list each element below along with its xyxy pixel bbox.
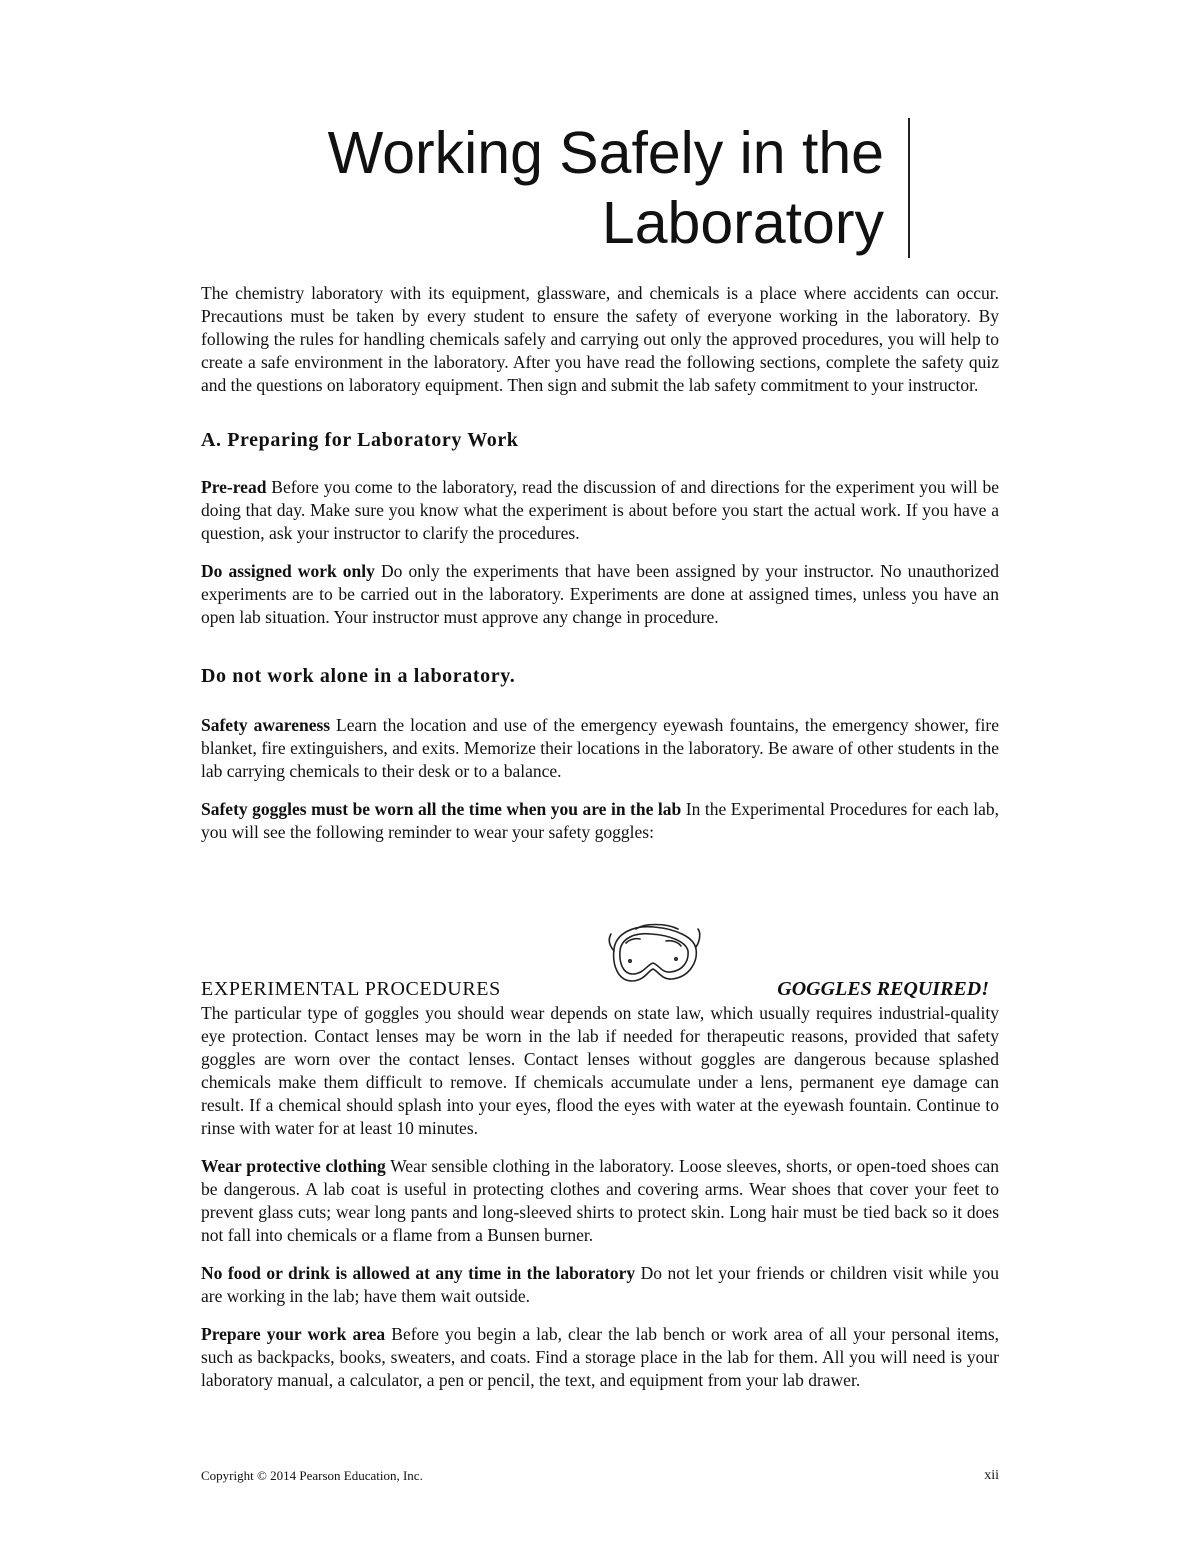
title-line-1: Working Safely in the [327, 120, 884, 186]
rule-title: Safety awareness [201, 715, 331, 735]
rule-text: Wear sensible clothing in the laboratory. Loose sleeves, shorts, or open-toed shoes can be dangerous. A lab coat is useful in protecting clothes and covering arms. Wear shoes that cover your feet to prevent glass cuts; wear long pants and long-sleeved shirts to protect skin. Long hair must be tied back so it does not fall into chemicals or a flame from a Bunsen burner. [201, 1156, 999, 1245]
rule-safety-goggles [201, 798, 999, 844]
rule-assigned-work [201, 560, 999, 629]
page-footer [201, 1468, 999, 1484]
rule-work-area [201, 1323, 999, 1392]
rule-text: Do only the experiments that have been assigned by your instructor. No unauthorized experiments are to be carried out in the laboratory. Experiments are done at assigned times, unless you have an open lab situation. Your instructor must approve any change in procedure. [201, 561, 999, 627]
section-a-heading: A. Preparing for Laboratory Work [201, 429, 519, 451]
rule-no-food [201, 1262, 999, 1308]
title-divider [908, 118, 910, 258]
title-line-2: Laboratory [601, 190, 884, 256]
copyright-notice: Copyright © 2014 Pearson Education, Inc. [201, 1468, 423, 1483]
rule-title: Wear protective clothing [201, 1156, 386, 1176]
work-alone-heading: Do not work alone in a laboratory. [201, 665, 516, 687]
page-title [200, 118, 884, 258]
rule-text: In the Experimental Procedures for each lab, you will see the following reminder to wear your safety goggles: [201, 799, 1000, 842]
experimental-procedures-label: EXPERIMENTAL PROCEDURES [201, 978, 501, 1000]
rule-text: Before you come to the laboratory, read the discussion of and directions for the experiment you will be doing that day. Make sure you know what the experiment is about before you start the actual work. If you have a question, ask your instructor to clarify the procedures. [201, 477, 999, 543]
rule-protective-clothing [201, 1155, 999, 1247]
rule-title: Do assigned work only [201, 561, 375, 581]
rule-safety-awareness [201, 714, 999, 783]
rule-title: Pre-read [201, 477, 267, 497]
rule-title: Prepare your work area [201, 1324, 386, 1344]
rule-text: Do not let your friends or children visit while you are working in the lab; have them wait outside. [201, 1263, 999, 1306]
rule-pre-read [201, 476, 999, 545]
goggles-banner [201, 859, 999, 999]
document-body [201, 282, 999, 1407]
goggles-required-label: GOGGLES REQUIRED! [777, 978, 989, 1000]
rule-text: Learn the location and use of the emergency eyewash fountains, the emergency shower, fire blanket, fire extinguishers, and exits. Memorize their locations in the laboratory. Be aware of other students in the lab carrying chemicals to their desk or to a balance. [201, 715, 999, 781]
intro-paragraph: The chemistry laboratory with its equipment, glassware, and chemicals is a place where accidents can occur. Precautions must be taken by every student to ensure the safety of everyone working in the laboratory. By following the rules for handling chemicals safely and carrying out only the approved procedures, you will help to create a safe environment in the laboratory. After you have read the following sections, complete the safety quiz and the questions on laboratory equipment. Then sign and submit the lab safety commitment to your instructor. [201, 283, 999, 395]
rule-title: No food or drink is allowed at any time in the laboratory [201, 1263, 636, 1283]
rule-title: Safety goggles must be worn all the time when you are in the lab [201, 799, 682, 819]
safety-goggles-icon [606, 919, 702, 989]
page-number: xii [984, 1468, 999, 1483]
goggles-paragraph: The particular type of goggles you should wear depends on state law, which usually requires industrial-quality eye protection. Contact lenses may be worn in the lab if needed for therapeutic reasons, provided that safety goggles are worn over the contact lenses. Contact lenses without goggles are dangerous because splashed chemicals make them difficult to remove. If chemicals accumulate under a lens, permanent eye damage can result. If a chemical should splash into your eyes, flood the eyes with water at the eyewash fountain. Continue to rinse with water for at least 10 minutes. [201, 1003, 999, 1138]
rule-text: Before you begin a lab, clear the lab bench or work area of all your personal items, such as backpacks, books, sweaters, and coats. Find a storage place in the lab for them. All you will need is your laboratory manual, a calculator, a pen or pencil, the text, and equipment from your lab drawer. [201, 1324, 1000, 1390]
